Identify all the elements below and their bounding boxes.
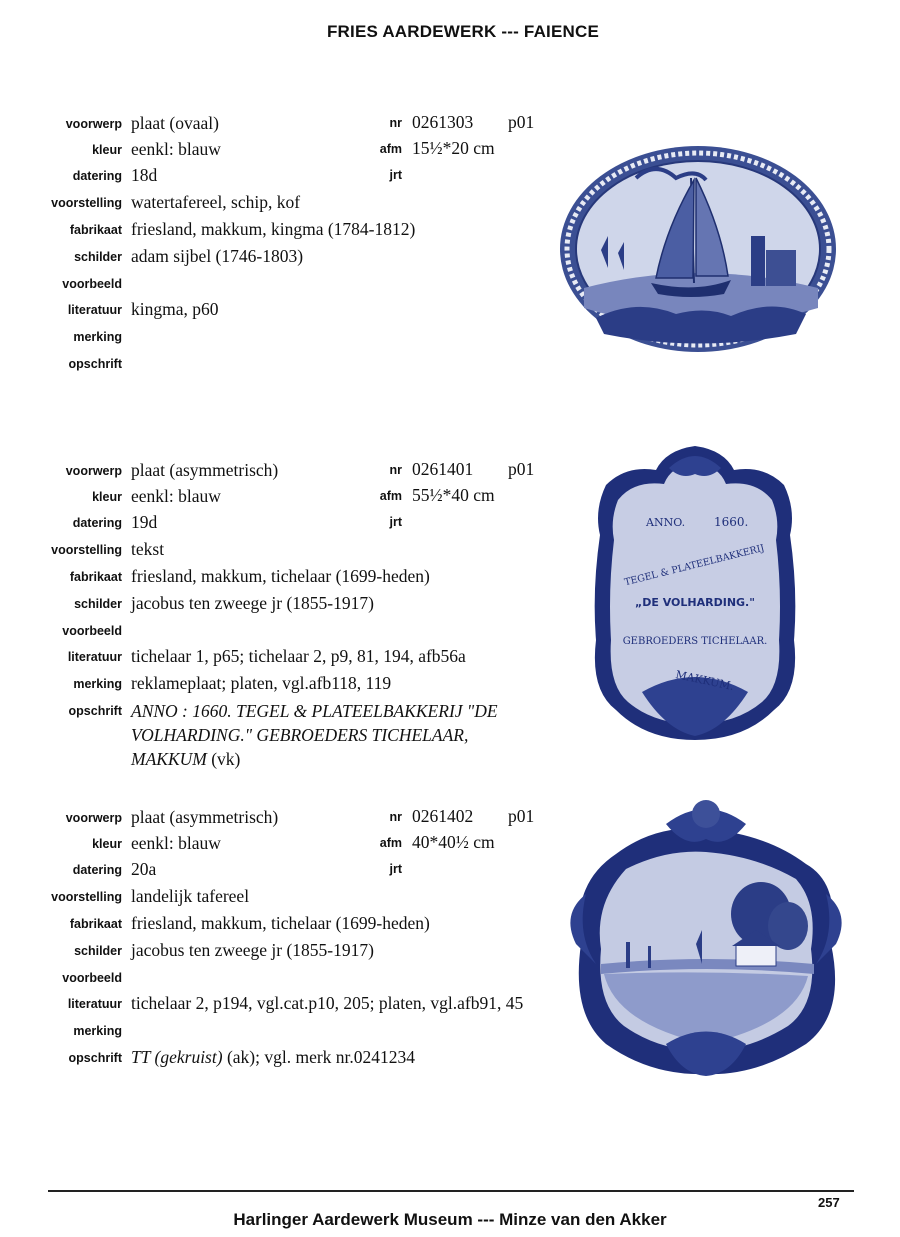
value-fabrikaat: friesland, makkum, tichelaar (1699-heden) bbox=[131, 566, 430, 586]
label-voorwerp: voorwerp bbox=[65, 464, 122, 478]
value-voorwerp: plaat (ovaal) bbox=[131, 113, 219, 133]
label-schilder: schilder bbox=[74, 597, 122, 611]
value-literatuur: kingma, p60 bbox=[131, 299, 219, 319]
label-kleur: kleur bbox=[92, 143, 122, 157]
label-voorstelling: voorstelling bbox=[51, 890, 122, 904]
label-schilder: schilder bbox=[74, 944, 122, 958]
label-voorbeeld: voorbeeld bbox=[62, 277, 122, 291]
label-nr: nr bbox=[389, 810, 402, 824]
value-literatuur: tichelaar 2, p194, vgl.cat.p10, 205; platen, vgl.afb91, 45 bbox=[131, 993, 524, 1013]
label-jrt: jrt bbox=[389, 168, 402, 182]
label-afm: afm bbox=[379, 142, 402, 156]
label-merking: merking bbox=[73, 1024, 122, 1038]
value-afm: 15½*20 cm bbox=[412, 138, 495, 158]
label-voorwerp: voorwerp bbox=[65, 117, 122, 131]
plaque-line3: GEBROEDERS TICHELAAR. bbox=[622, 636, 768, 647]
label-literatuur: literatuur bbox=[67, 997, 122, 1011]
value-literatuur: tichelaar 1, p65; tichelaar 2, p9, 81, 194, afb56a bbox=[131, 646, 466, 666]
label-literatuur: literatuur bbox=[67, 303, 122, 317]
landscape-plaque-image bbox=[556, 794, 856, 1084]
value-schilder: adam sijbel (1746-1803) bbox=[131, 246, 304, 266]
value-nr: 0261402 bbox=[412, 806, 474, 826]
value-page: p01 bbox=[508, 112, 535, 132]
label-opschrift: opschrift bbox=[68, 704, 122, 718]
label-datering: datering bbox=[72, 516, 122, 530]
value-afm: 55½*40 cm bbox=[412, 485, 495, 505]
label-nr: nr bbox=[389, 463, 402, 477]
label-afm: afm bbox=[379, 489, 402, 503]
value-schilder: jacobus ten zweege jr (1855-1917) bbox=[131, 593, 374, 613]
label-afm: afm bbox=[379, 836, 402, 850]
value-page: p01 bbox=[508, 459, 535, 479]
value-kleur: eenkl: blauw bbox=[131, 486, 221, 506]
label-kleur: kleur bbox=[92, 837, 122, 851]
opschrift-italic: TT (gekruist) bbox=[131, 1047, 223, 1067]
label-datering: datering bbox=[72, 169, 122, 183]
value-nr: 0261401 bbox=[412, 459, 474, 479]
footer-rule bbox=[48, 1190, 854, 1192]
value-voorwerp: plaat (asymmetrisch) bbox=[131, 807, 279, 827]
plaque-anno: ANNO. bbox=[646, 516, 686, 529]
value-nr: 0261303 bbox=[412, 112, 474, 132]
label-voorbeeld: voorbeeld bbox=[62, 971, 122, 985]
value-kleur: eenkl: blauw bbox=[131, 139, 221, 159]
label-opschrift: opschrift bbox=[68, 357, 122, 371]
label-merking: merking bbox=[73, 677, 122, 691]
value-voorwerp: plaat (asymmetrisch) bbox=[131, 460, 279, 480]
opschrift-italic: ANNO : 1660. TEGEL & PLATEELBAKKERIJ "DE VOLHARDING." GEBROEDERS TICHELAAR, MAKKUM bbox=[131, 701, 498, 769]
value-voorstelling: tekst bbox=[131, 539, 165, 559]
value-schilder: jacobus ten zweege jr (1855-1917) bbox=[131, 940, 374, 960]
plaque-line2: „DE VOLHARDING." bbox=[635, 596, 755, 609]
plaque-line4: MAKKUM. bbox=[674, 668, 736, 694]
label-fabrikaat: fabrikaat bbox=[69, 570, 122, 584]
plaque-line1: TEGEL & PLATEELBAKKERIJ bbox=[623, 542, 766, 589]
label-voorwerp: voorwerp bbox=[65, 811, 122, 825]
label-jrt: jrt bbox=[389, 515, 402, 529]
value-kleur: eenkl: blauw bbox=[131, 833, 221, 853]
value-merking: reklameplaat; platen, vgl.afb118, 119 bbox=[131, 673, 392, 693]
page-title: FRIES AARDEWERK --- FAIENCE bbox=[326, 22, 600, 41]
footer-text: Harlinger Aardewerk Museum --- Minze van den Akker bbox=[233, 1210, 667, 1229]
value-afm: 40*40½ cm bbox=[412, 832, 495, 852]
label-merking: merking bbox=[73, 330, 122, 344]
label-fabrikaat: fabrikaat bbox=[69, 917, 122, 931]
label-nr: nr bbox=[389, 116, 402, 130]
value-voorstelling: landelijk tafereel bbox=[131, 886, 250, 906]
value-datering: 20a bbox=[131, 859, 157, 879]
value-fabrikaat: friesland, makkum, kingma (1784-1812) bbox=[131, 219, 416, 239]
value-voorstelling: watertafereel, schip, kof bbox=[131, 192, 301, 212]
label-kleur: kleur bbox=[92, 490, 122, 504]
label-jrt: jrt bbox=[389, 862, 402, 876]
opschrift-suffix: (ak); vgl. merk nr.0241234 bbox=[226, 1047, 416, 1067]
value-opschrift bbox=[131, 1046, 415, 1068]
value-page: p01 bbox=[508, 806, 535, 826]
label-voorstelling: voorstelling bbox=[51, 543, 122, 557]
label-fabrikaat: fabrikaat bbox=[69, 223, 122, 237]
label-literatuur: literatuur bbox=[67, 650, 122, 664]
label-schilder: schilder bbox=[74, 250, 122, 264]
volharding-plaque-image bbox=[584, 440, 806, 750]
value-datering: 19d bbox=[131, 512, 158, 532]
oval-plate-ship-image bbox=[556, 138, 856, 360]
label-datering: datering bbox=[72, 863, 122, 877]
value-datering: 18d bbox=[131, 165, 158, 185]
label-voorbeeld: voorbeeld bbox=[62, 624, 122, 638]
plaque-year: 1660. bbox=[714, 515, 749, 529]
opschrift-suffix: (vk) bbox=[211, 749, 241, 769]
label-opschrift: opschrift bbox=[68, 1051, 122, 1065]
label-voorstelling: voorstelling bbox=[51, 196, 122, 210]
value-opschrift bbox=[131, 699, 531, 771]
value-fabrikaat: friesland, makkum, tichelaar (1699-heden) bbox=[131, 913, 430, 933]
page-number: 257 bbox=[818, 1195, 840, 1210]
